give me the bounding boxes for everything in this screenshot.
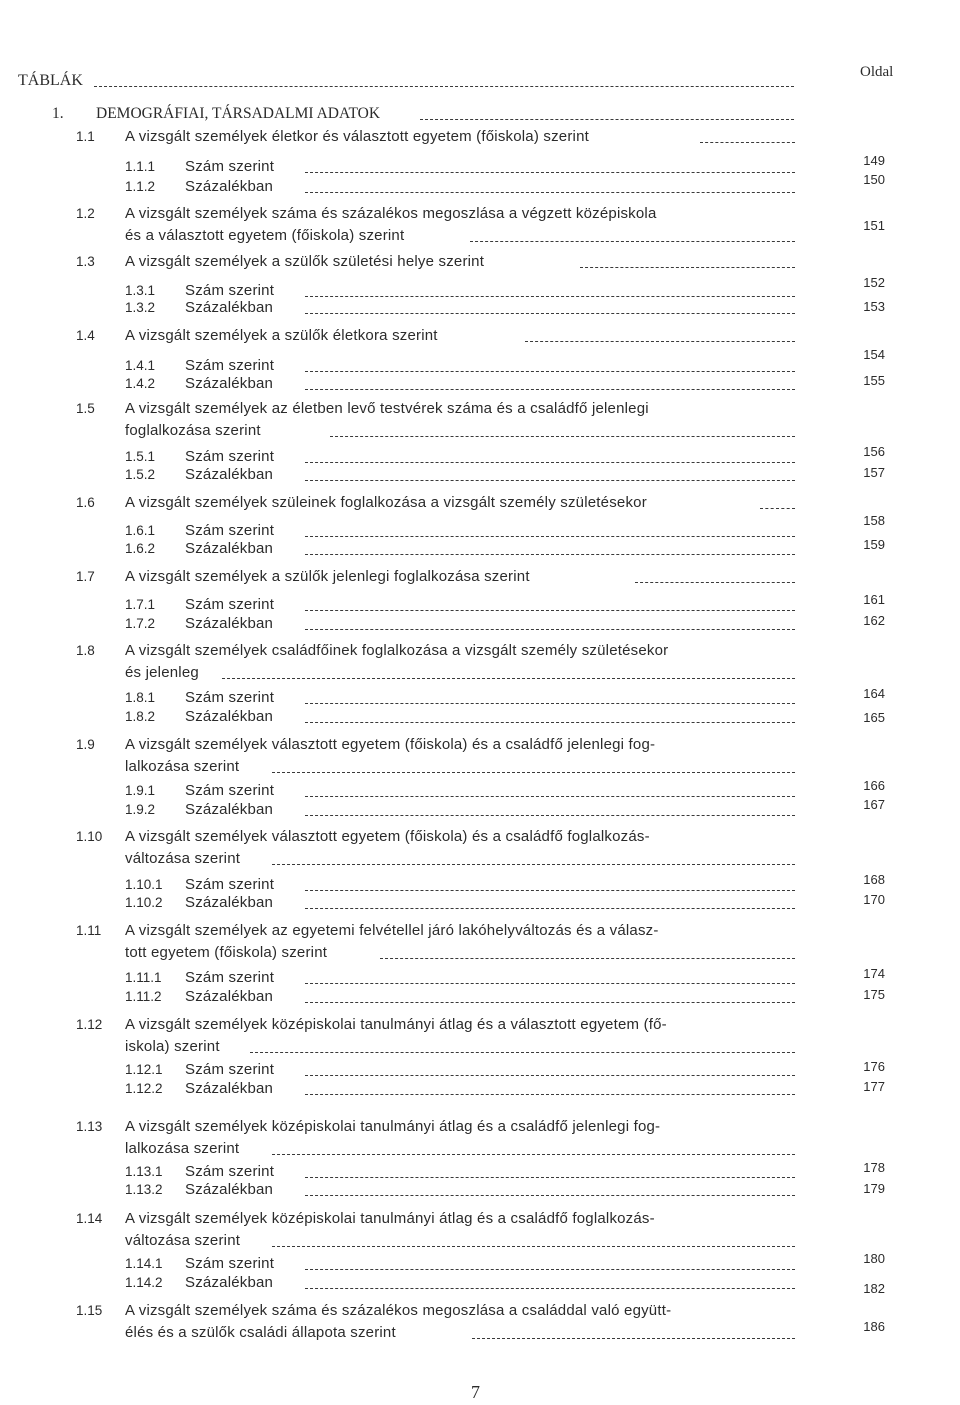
entry-title-line: A vizsgált személyek szüleinek foglalkozása a vizsgált személy születésekor bbox=[125, 494, 647, 511]
page-ref: 150 bbox=[863, 172, 885, 187]
subentry-number: 1.7.2 bbox=[125, 616, 156, 631]
page-ref: 179 bbox=[863, 1181, 885, 1196]
leader-line bbox=[305, 815, 795, 816]
page-ref: 178 bbox=[863, 1160, 885, 1175]
leader-line bbox=[305, 371, 795, 372]
subentry-label: Százalékban bbox=[185, 708, 274, 725]
subentry-number: 1.3.2 bbox=[125, 300, 156, 315]
subentry-number: 1.12.1 bbox=[125, 1062, 163, 1077]
leader-line bbox=[305, 908, 795, 909]
subentry-number: 1.10.1 bbox=[125, 877, 163, 892]
subentry-number: 1.8.2 bbox=[125, 709, 156, 724]
leader-line bbox=[305, 703, 795, 704]
entry-title-line: lalkozása szerint bbox=[125, 758, 240, 775]
page-ref: 151 bbox=[863, 218, 885, 233]
leader-line bbox=[305, 172, 795, 173]
subentry-label: Százalékban bbox=[185, 540, 274, 557]
page-ref: 174 bbox=[863, 966, 885, 981]
leader-line bbox=[700, 142, 795, 143]
subentry-label: Szám szerint bbox=[185, 969, 275, 986]
entry-number: 1.14 bbox=[76, 1211, 103, 1226]
page-number: 7 bbox=[471, 1382, 480, 1402]
leader-line bbox=[272, 772, 795, 773]
entry-number: 1.7 bbox=[76, 569, 95, 584]
leader-line bbox=[305, 1195, 795, 1196]
page-ref: 157 bbox=[863, 465, 885, 480]
entry-title-line: A vizsgált személyek középiskolai tanulmányi átlag és a családfő foglalkozás- bbox=[125, 1210, 655, 1227]
entry-title-line: A vizsgált személyek középiskolai tanulmányi átlag és a családfő jelenlegi fog- bbox=[125, 1118, 661, 1135]
subentry-number: 1.7.1 bbox=[125, 597, 156, 612]
entry-number: 1.6 bbox=[76, 495, 95, 510]
leader-line bbox=[305, 480, 795, 481]
leader-line bbox=[305, 389, 795, 390]
entry-title-line: A vizsgált személyek száma és százalékos megoszlása a végzett középiskola bbox=[125, 205, 657, 222]
page-ref: 177 bbox=[863, 1079, 885, 1094]
subentry-number: 1.1.2 bbox=[125, 179, 156, 194]
page-ref: 176 bbox=[863, 1059, 885, 1074]
leader-line bbox=[272, 1154, 795, 1155]
page-ref: 164 bbox=[863, 686, 885, 701]
entry-title-line: iskola) szerint bbox=[125, 1038, 220, 1055]
subentry-label: Százalékban bbox=[185, 299, 274, 316]
entry-title-line: A vizsgált személyek választott egyetem (főiskola) és a családfő jelenlegi fog- bbox=[125, 736, 656, 753]
leader-line bbox=[525, 341, 795, 342]
leader-line bbox=[380, 958, 795, 959]
page-ref: 180 bbox=[863, 1251, 885, 1266]
subentry-label: Százalékban bbox=[185, 1274, 274, 1291]
subentry-number: 1.14.1 bbox=[125, 1256, 163, 1271]
entry-number: 1.4 bbox=[76, 328, 95, 343]
entry-number: 1.5 bbox=[76, 401, 95, 416]
entry-title-line: és jelenleg bbox=[125, 664, 199, 681]
subentry-label: Százalékban bbox=[185, 894, 274, 911]
subentry-number: 1.12.2 bbox=[125, 1081, 163, 1096]
leader-line bbox=[305, 192, 795, 193]
entry-title-line: A vizsgált személyek az életben levő testvérek száma és a családfő jelenlegi bbox=[125, 400, 649, 417]
entry-number: 1.12 bbox=[76, 1017, 103, 1032]
entry-title-line: A vizsgált személyek a szülők születési helye szerint bbox=[125, 253, 485, 270]
entry-title-line: élés és a szülők családi állapota szerint bbox=[125, 1324, 396, 1341]
entry-title-line: A vizsgált személyek az egyetemi felvétellel járó lakóhelyváltozás és a válasz- bbox=[125, 922, 659, 939]
leader-line bbox=[305, 1075, 795, 1076]
entry-number: 1.1 bbox=[76, 129, 95, 144]
leader-line bbox=[305, 1002, 795, 1003]
entry-number: 1.8 bbox=[76, 643, 95, 658]
leader-line bbox=[470, 241, 795, 242]
page-ref: 152 bbox=[863, 275, 885, 290]
subentry-label: Százalékban bbox=[185, 1080, 274, 1097]
entry-title-line: A vizsgált személyek családfőinek foglalkozása a vizsgált személy születésekor bbox=[125, 642, 669, 659]
leader-line bbox=[272, 1246, 795, 1247]
subentry-number: 1.13.1 bbox=[125, 1164, 163, 1179]
entry-number: 1.10 bbox=[76, 829, 103, 844]
page-ref: 170 bbox=[863, 892, 885, 907]
chapter-number: 1. bbox=[52, 105, 64, 122]
page-ref: 158 bbox=[863, 513, 885, 528]
leader-line bbox=[305, 890, 795, 891]
page-ref: 159 bbox=[863, 537, 885, 552]
subentry-label: Szám szerint bbox=[185, 158, 275, 175]
subentry-label: Szám szerint bbox=[185, 1163, 275, 1180]
subentry-label: Szám szerint bbox=[185, 596, 275, 613]
leader-line bbox=[305, 296, 795, 297]
leader-line bbox=[760, 508, 795, 509]
subentry-label: Százalékban bbox=[185, 375, 274, 392]
subentry-label: Százalékban bbox=[185, 178, 274, 195]
subentry-number: 1.11.2 bbox=[125, 989, 162, 1004]
subentry-label: Szám szerint bbox=[185, 522, 275, 539]
subentry-label: Szám szerint bbox=[185, 876, 275, 893]
subentry-number: 1.1.1 bbox=[125, 159, 156, 174]
subentry-number: 1.6.2 bbox=[125, 541, 156, 556]
leader-line bbox=[305, 554, 795, 555]
entry-title-line: A vizsgált személyek középiskolai tanulmányi átlag és a választott egyetem (fő- bbox=[125, 1016, 667, 1033]
leader-line bbox=[305, 983, 795, 984]
page-ref: 166 bbox=[863, 778, 885, 793]
entry-title-line: változása szerint bbox=[125, 1232, 241, 1249]
entry-number: 1.3 bbox=[76, 254, 95, 269]
page-ref: 182 bbox=[863, 1281, 885, 1296]
leader-line bbox=[305, 462, 795, 463]
leader-line bbox=[305, 1269, 795, 1270]
subentry-number: 1.6.1 bbox=[125, 523, 156, 538]
page-ref: 154 bbox=[863, 347, 885, 362]
subentry-label: Százalékban bbox=[185, 615, 274, 632]
subentry-number: 1.10.2 bbox=[125, 895, 163, 910]
subentry-number: 1.11.1 bbox=[125, 970, 162, 985]
leader-line bbox=[305, 536, 795, 537]
subentry-number: 1.4.2 bbox=[125, 376, 156, 391]
leader-line bbox=[580, 267, 795, 268]
page-ref: 156 bbox=[863, 444, 885, 459]
leader-line bbox=[250, 1052, 795, 1053]
leader-line bbox=[330, 436, 795, 437]
page-ref: 153 bbox=[863, 299, 885, 314]
page-ref: 162 bbox=[863, 613, 885, 628]
leader-line bbox=[305, 722, 795, 723]
subentry-label: Százalékban bbox=[185, 1181, 274, 1198]
entry-title-line: A vizsgált személyek életkor és választott egyetem (főiskola) szerint bbox=[125, 128, 589, 145]
page-column-label: Oldal bbox=[860, 64, 894, 80]
page-ref: 155 bbox=[863, 373, 885, 388]
entry-title-line: tott egyetem (főiskola) szerint bbox=[125, 944, 328, 961]
leader-line bbox=[635, 582, 795, 583]
entry-title-line: lalkozása szerint bbox=[125, 1140, 240, 1157]
subentry-label: Szám szerint bbox=[185, 282, 275, 299]
entry-title-line: foglalkozása szerint bbox=[125, 422, 261, 439]
leader-line bbox=[272, 864, 795, 865]
entry-number: 1.11 bbox=[76, 923, 102, 938]
subentry-number: 1.13.2 bbox=[125, 1182, 163, 1197]
subentry-label: Százalékban bbox=[185, 801, 274, 818]
subentry-number: 1.9.2 bbox=[125, 802, 156, 817]
subentry-number: 1.8.1 bbox=[125, 690, 156, 705]
page-ref: 168 bbox=[863, 872, 885, 887]
page-ref: 165 bbox=[863, 710, 885, 725]
leader-line bbox=[222, 678, 795, 679]
subentry-number: 1.5.2 bbox=[125, 467, 156, 482]
leader-line bbox=[305, 1177, 795, 1178]
entry-title-line: változása szerint bbox=[125, 850, 241, 867]
page-ref: 149 bbox=[863, 153, 885, 168]
subentry-label: Szám szerint bbox=[185, 357, 275, 374]
leader-line bbox=[305, 1094, 795, 1095]
entry-number: 1.2 bbox=[76, 206, 95, 221]
subentry-label: Szám szerint bbox=[185, 1255, 275, 1272]
subentry-number: 1.14.2 bbox=[125, 1275, 163, 1290]
subentry-label: Százalékban bbox=[185, 466, 274, 483]
leader-line bbox=[305, 610, 795, 611]
subentry-number: 1.9.1 bbox=[125, 783, 156, 798]
leader-line bbox=[305, 1288, 795, 1289]
subentry-number: 1.5.1 bbox=[125, 449, 156, 464]
entry-title-line: A vizsgált személyek választott egyetem (főiskola) és a családfő foglalkozás- bbox=[125, 828, 650, 845]
page-ref: 167 bbox=[863, 797, 885, 812]
page-ref: 161 bbox=[863, 592, 885, 607]
entry-number: 1.9 bbox=[76, 737, 95, 752]
chapter-title: DEMOGRÁFIAI, TÁRSADALMI ADATOK bbox=[96, 105, 381, 122]
subentry-label: Szám szerint bbox=[185, 782, 275, 799]
page-ref: 175 bbox=[863, 987, 885, 1002]
leader-line bbox=[305, 629, 795, 630]
subentry-label: Szám szerint bbox=[185, 689, 275, 706]
leader-line bbox=[305, 313, 795, 314]
page-ref: 186 bbox=[863, 1319, 885, 1334]
entry-number: 1.13 bbox=[76, 1119, 103, 1134]
toc-heading: TÁBLÁK bbox=[18, 72, 83, 89]
leader-line bbox=[305, 796, 795, 797]
subentry-label: Százalékban bbox=[185, 988, 274, 1005]
entry-title-line: A vizsgált személyek a szülők jelenlegi foglalkozása szerint bbox=[125, 568, 530, 585]
entry-number: 1.15 bbox=[76, 1303, 103, 1318]
entry-title-line: és a választott egyetem (főiskola) szerint bbox=[125, 227, 405, 244]
entry-title-line: A vizsgált személyek a szülők életkora szerint bbox=[125, 327, 438, 344]
subentry-label: Szám szerint bbox=[185, 1061, 275, 1078]
entry-title-line: A vizsgált személyek száma és százalékos megoszlása a családdal való együtt- bbox=[125, 1302, 672, 1319]
subentry-label: Szám szerint bbox=[185, 448, 275, 465]
subentry-number: 1.4.1 bbox=[125, 358, 156, 373]
subentry-number: 1.3.1 bbox=[125, 283, 156, 298]
leader-line bbox=[472, 1338, 795, 1339]
